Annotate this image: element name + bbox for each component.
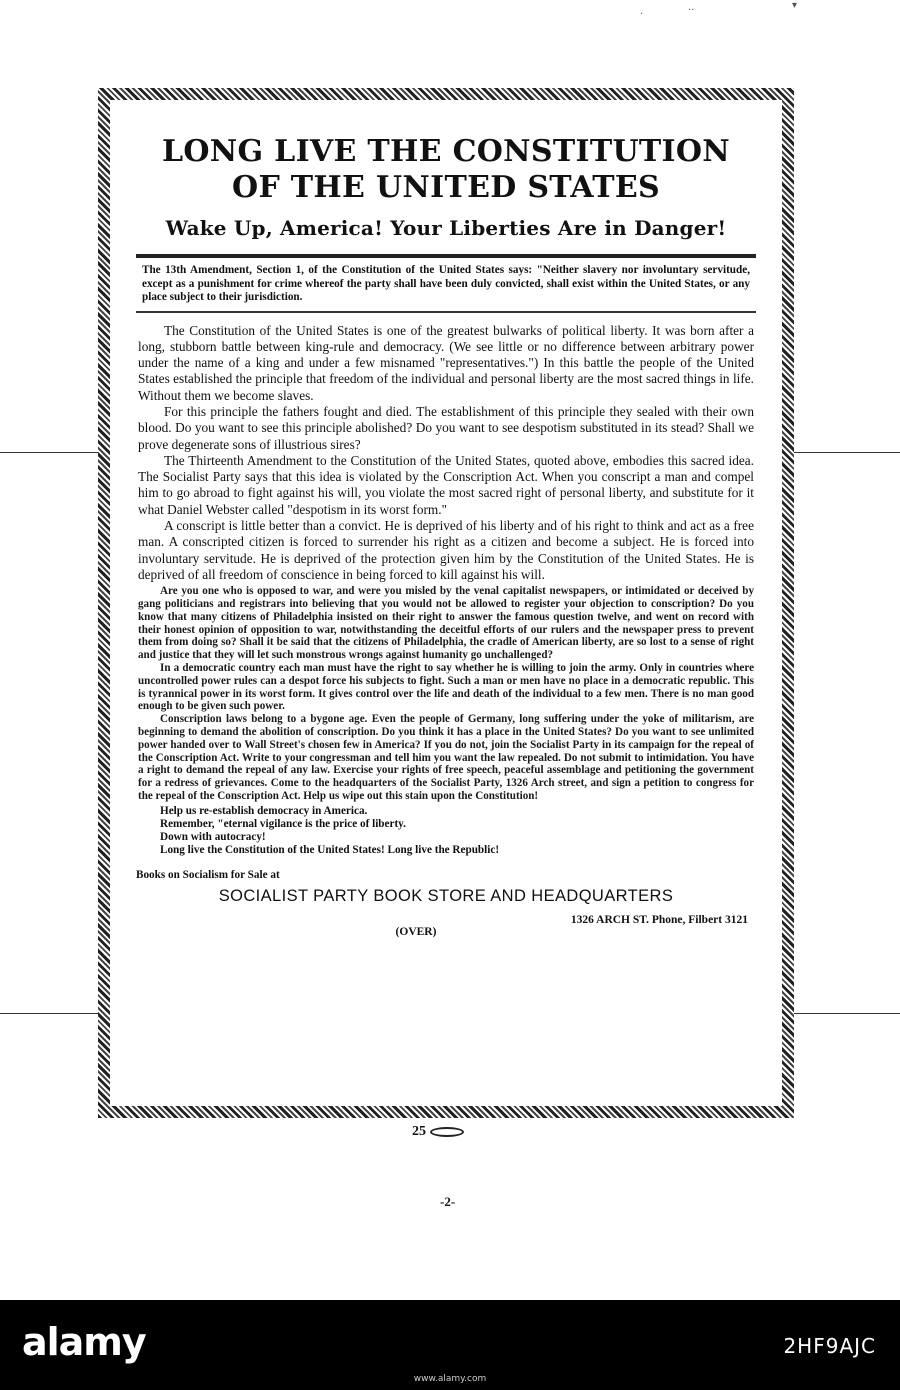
scan-marks: . .. ▾ [640,0,798,17]
secondary-text [134,585,758,803]
slogan: Long live the Constitution of the United States! Long live the Republic! [160,843,500,856]
paragraph: The Constitution of the United States is one of the greatest bulwarks of political liberty. It was born after a long, stubborn battle between king-rule and democracy. (We see little or no difference between arbitrary power under the name of a king and under a few misnamed "representatives.") In this battle the people of the United States established the principle that freedom of the individual and personal liberty are the most sacred things in life. Without them we become slaves. [138,322,754,403]
books-line: Books on Socialism for Sale at [136,868,280,881]
union-label [412,1124,464,1140]
closing-slogans [134,805,758,857]
paragraph: In a democratic country each man must have the right to say whether he is willing to join the army. Only in countries where uncontrolled power rules can a despot force his subjects to fight. Such a man or men have no place in a democratic republic. This is tyrannical power in its worst form. It gives control over the life and death of the individual to a few men. There is no man good enough to be given such power. [138,662,754,713]
paragraph: Are you one who is opposed to war, and were you misled by the venal capitalist newspapers, or intimidated or deceived by gang politicians and registrars into believing that you would not be allowed to register your objection to conscription? Do you know that many citizens of Philadelphia insisted on their right to answer the famous question twelve, and went on record with their honest opinion of opposition to war, notwithstanding the deceitful efforts of our rulers and the newspaper press to prevent them from doing so? Shall it be said that the citizens of Philadelphia, the cradle of American liberty, are so lost to a sense of right and justice that they will let such monstrous wrongs against humanity go unchallenged? [138,585,754,662]
slogan: Remember, "eternal vigilance is the price of liberty. [160,817,406,830]
paragraph: A conscript is little better than a convict. He is deprived of his liberty and of his right to think and act as a free man. A conscripted citizen is forced to surrender his right as a citizen and become a subject. He is forced into involuntary servitude. He is deprived of the protection given him by the Constitution of the United States. He is deprived of all freedom of conscience in being forced to kill against his will. [138,518,754,582]
image-id: 2HF9AJC [783,1334,876,1358]
store-address: 1326 ARCH ST. Phone, Filbert 3121 [570,913,748,926]
poster-content [122,112,770,1094]
over-note: (OVER) [395,925,437,938]
title-line-1: LONG LIVE THE CONSTITUTION [161,134,731,169]
divider-bottom [136,311,756,313]
page-title [134,134,758,206]
paragraph: The Thirteenth Amendment to the Constitution of the United States, quoted above, embodies this sacred idea. The Socialist Party says that this idea is violated by the Conscription Act. When you conscript a man and compel him to go abroad to fight against his will, you violate the most sacred right of personal liberty, and substitute for it what Daniel Webster called "despotism in its worst form." [138,452,754,517]
paragraph: Conscription laws belong to a bygone age. Even the people of Germany, long suffering under the yoke of militarism, are beginning to demand the abolition of conscription. Do you think it has a place in the United States? Do you want to see unlimited power handed over to Wall Street's chosen few in America? If you do not, join the Socialist Party in its campaign for the repeal of the Conscription Act. Write to your congressman and tell him you want the law repealed. Do not submit to intimidation. You have a right to demand the repeal of any law. Exercise your rights of free speech, peaceful assemblage and petitioning the government for a redress of grievances. Come to the headquarters of the Socialist Party, 1326 Arch street, and sign a petition to congress for the repeal of the Conscription Act. Help us wipe out this stain upon the Constitution! [138,713,754,802]
amendment-notice: The 13th Amendment, Section 1, of the Constitution of the United States says: "Neither slavery nor involuntary servitude, except as a punishment for crime whereof the party shall have been duly convicted, shall exist within the United States, or any place subject to their jurisdiction. [142,264,750,303]
watermark-url: www.alamy.com [413,1374,487,1384]
subtitle: Wake Up, America! Your Liberties Are in Danger! [165,216,727,240]
poster-border [98,88,794,1118]
page-number: -2- [440,1194,456,1209]
divider-top [136,254,756,258]
alamy-logo: alamy [22,1320,146,1364]
slogan: Down with autocracy! [160,830,266,843]
title-line-2: OF THE UNITED STATES [232,170,660,205]
paragraph: For this principle the fathers fought and died. The establishment of this principle they sealed with their own blood. Do you want to see this principle abolished? Do you want to see despotism substituted in its stead? Shall we prove degenerate sons of illustrious sires? [138,403,754,452]
slogan: Help us re-establish democracy in America. [160,804,368,817]
main-text [134,323,758,584]
union-bug-icon [430,1127,464,1137]
union-label-number: 25 [412,1124,426,1139]
store-name: SOCIALIST PARTY BOOK STORE AND HEADQUARTERS [218,886,674,905]
